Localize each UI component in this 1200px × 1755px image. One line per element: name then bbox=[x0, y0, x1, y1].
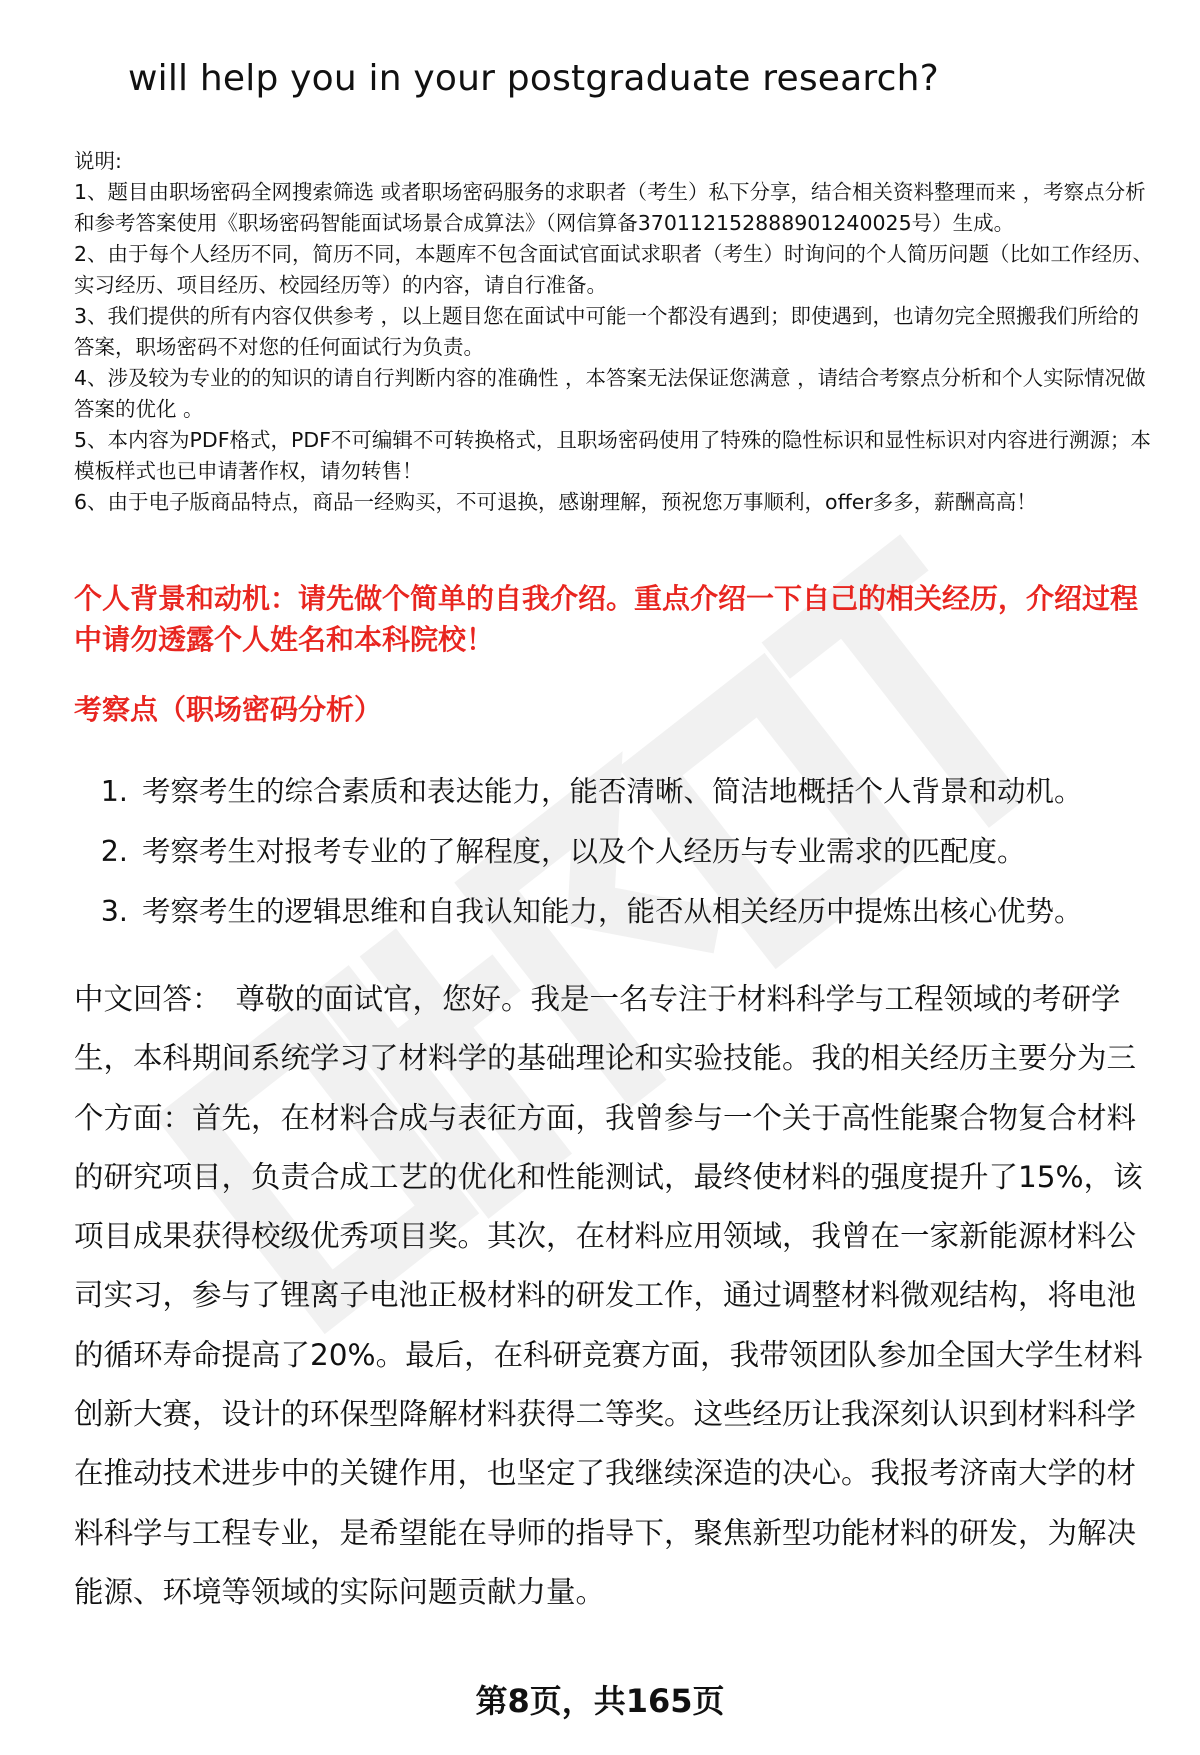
answer-paragraph bbox=[74, 970, 1154, 1622]
note-item: 2、由于每个人经历不同，简历不同，本题库不包含面试官面试求职者（考生）时询问的个人简历问题（比如工作经历、实习经历、项目经历、校园经历等）的内容，请自行准备。 bbox=[74, 242, 1154, 297]
point-number: 2. bbox=[100, 835, 128, 868]
answer-text: 尊敬的面试官，您好。我是一名专注于材料科学与工程领域的考研学生，本科期间系统学习了材料学的基础理论和实验技能。我的相关经历主要分为三个方面：首先，在材料合成与表征方面，我曾参与一个关于高性能聚合物复合材料的研究项目，负责合成工艺的优化和性能测试，最终使材料的强度提升了15%，该项目成果获得校级优秀项目奖。其次，在材料应用领域，我曾在一家新能源材料公司实习，参与了锂离子电池正极材料的研发工作，通过调整材料微观结构，将电池的循环寿命提高了20%。最后，在科研竞赛方面，我带领团队参加全国大学生材料创新大赛，设计的环保型降解材料获得二等奖。这些经历让我深刻认识到材料科学在推动技术进步中的关键作用，也坚定了我继续深造的决心。我报考济南大学的材料科学与工程专业，是希望能在导师的指导下，聚焦新型功能材料的研发，为解决能源、环境等领域的实际问题贡献力量。 bbox=[74, 982, 1143, 1609]
note-item: 4、涉及较为专业的的知识的请自行判断内容的准确性 ，本答案无法保证您满意 ，请结合考察点分析和个人实际情况做答案的优化 。 bbox=[74, 366, 1146, 421]
point-number: 3. bbox=[100, 895, 128, 928]
note-item: 6、由于电子版商品特点，商品一经购买，不可退换，感谢理解，预祝您万事顺利，offer多多，薪酬高高！ bbox=[74, 490, 1037, 514]
point-text: 考察考生对报考专业的了解程度，以及个人经历与专业需求的匹配度。 bbox=[142, 835, 1026, 868]
analysis-heading: 考察点（职场密码分析） bbox=[74, 693, 383, 726]
interview-question: 个人背景和动机：请先做个简单的自我介绍。重点介绍一下自己的相关经历，介绍过程中请勿透露个人姓名和本科院校！ bbox=[74, 582, 1139, 656]
previous-question-tail: will help you in your postgraduate research? bbox=[128, 58, 939, 99]
notes-title: 说明: bbox=[74, 149, 122, 173]
page-number: 第8页，共165页 bbox=[475, 1682, 725, 1720]
analysis-point bbox=[74, 882, 1154, 942]
notes-section bbox=[74, 146, 1154, 518]
note-item: 3、我们提供的所有内容仅供参考 ，以上题目您在面试中可能一个都没有遇到；即使遇到，也请勿完全照搬我们所给的答案，职场密码不对您的任何面试行为负责。 bbox=[74, 304, 1140, 359]
answer-label: 中文回答： bbox=[74, 982, 222, 1016]
note-item: 5、本内容为PDF格式，PDF不可编辑不可转换格式，且职场密码使用了特殊的隐性标识和显性标识对内容进行溯源；本模板样式也已申请著作权，请勿转售！ bbox=[74, 428, 1151, 483]
note-item: 1、题目由职场密码全网搜索筛选 或者职场密码服务的求职者（考生）私下分享，结合相关资料整理而来 ，考察点分析和参考答案使用《职场密码智能面试场景合成算法》（网信算备370112152888901240025号）生成。 bbox=[74, 180, 1146, 235]
point-text: 考察考生的逻辑思维和自我认知能力，能否从相关经历中提炼出核心优势。 bbox=[142, 895, 1083, 928]
analysis-point bbox=[74, 762, 1154, 822]
analysis-points-list bbox=[74, 762, 1154, 942]
point-number: 1. bbox=[100, 775, 128, 808]
point-text: 考察考生的综合素质和表达能力，能否清晰、简洁地概括个人背景和动机。 bbox=[142, 775, 1083, 808]
analysis-point bbox=[74, 822, 1154, 882]
